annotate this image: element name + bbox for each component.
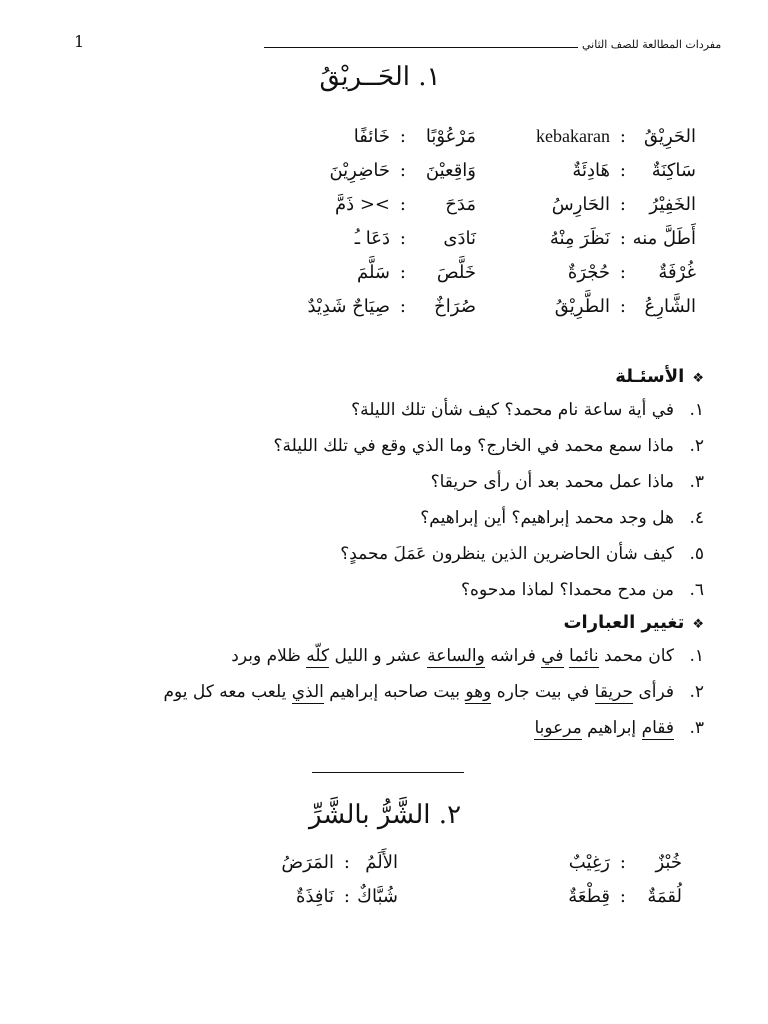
vocab-meaning: رَغِيْبٌ [568,852,610,873]
diamond-bullet-icon: ❖ [692,371,704,386]
vocab-row [0,160,768,194]
vocab-colon: : [399,126,406,147]
item-number: ٢. [689,682,704,702]
vocab-meaning: حَاضِرِيْنَ [329,160,390,181]
changes-heading [563,612,704,633]
vocab-meaning: نَافِذَةٌ [296,886,334,907]
vocab-row [0,296,768,330]
diamond-bullet-icon: ❖ [692,617,704,632]
underlined-word: كلّه [306,646,330,666]
list-item [100,508,704,544]
vocab-meaning: المَرَضُ [281,852,334,873]
vocab-colon: : [619,194,626,215]
vocab-meaning: نَظَرَ مِنْهُ [549,228,610,249]
vocab-colon: : [399,296,406,317]
vocab-colon: : [343,886,350,907]
question-text: ماذا عمل محمد بعد أن رأى حريقا؟ [430,472,674,492]
vocab-word: الشَّارِعُ [644,296,696,317]
question-text: في أية ساعة نام محمد؟ كيف شأن تلك الليلة؟ [351,400,674,420]
vocab-colon: : [619,160,626,181]
vocab-row [0,886,768,920]
vocab-meaning: دَعَا ـُ [354,228,390,249]
item-number: ١. [689,646,704,666]
underlined-word: وهو [465,682,492,702]
vocab-colon: : [343,852,350,873]
vocab-word: شُبَّاكٌ [357,886,398,907]
vocab-word: خَلَّصَ [436,262,476,283]
question-text: هل وجد محمد إبراهيم؟ أين إبراهيم؟ [420,508,674,528]
section-divider [312,772,464,773]
text-part: عشر و الليل [329,646,428,666]
sentence-text [231,646,674,666]
question-text: كيف شأن الحاضرين الذين ينظرون عَمَلَ محمدٍ؟ [340,544,674,564]
vocab-meaning: الحَارِسُ [551,194,610,215]
question-text: من مدح محمدا؟ لماذا مدحوه؟ [461,580,674,600]
text-part: فراشه [484,646,542,666]
list-item [100,436,704,472]
vocab-word: أَطَلَّ منه [632,228,696,249]
vocab-meaning: kebakaran [536,126,610,146]
text-part: في بيت جاره [491,682,595,702]
lesson-1-title: ١. الحَــريْقُ [319,62,441,92]
vocab-colon: : [619,228,626,249]
lesson-1-vocabulary [0,126,768,330]
item-number: ٦. [689,580,704,600]
vocab-colon: : [399,262,406,283]
vocab-meaning: الطَّرِيْقُ [554,296,610,317]
vocab-word: الخَفِيْرُ [649,194,696,215]
text-part: إبراهيم [581,718,642,738]
list-item [100,472,704,508]
vocab-colon: : [619,886,626,907]
sentence-text [534,718,674,738]
vocab-word: مَرْعُوْبًا [425,126,476,147]
vocab-meaning: سَلَّمَ [356,262,390,283]
vocab-row [0,852,768,886]
item-number: ٤. [689,508,704,528]
underlined-word: فقام [641,718,674,738]
vocab-colon: : [619,126,626,147]
header-rule [264,47,578,48]
vocab-meaning: خَائفًا [353,126,390,147]
vocab-meaning: قِطْعَةٌ [568,886,610,907]
item-number: ٥. [689,544,704,564]
vocab-word: خُبْزٌ [655,852,682,873]
questions-list [100,400,704,616]
header-title: مفردات المطالعة للصف الثاني [582,38,722,51]
vocab-colon: : [619,852,626,873]
lesson-2-vocabulary [0,852,768,920]
page-number: 1 [74,32,85,51]
questions-heading [615,366,704,387]
text-part: فرأى [633,682,674,702]
list-item [100,682,704,718]
vocab-meaning: هَادِئَةٌ [572,160,610,181]
vocab-row [0,228,768,262]
vocab-colon: : [399,160,406,181]
question-text: ماذا سمع محمد في الخارج؟ وما الذي وقع في تلك الليلة؟ [273,436,674,456]
vocab-word: الحَرِيْقُ [643,126,696,147]
item-number: ٣. [689,472,704,492]
list-item [100,580,704,616]
underlined-word: نائما [568,646,599,666]
vocab-word: سَاكِنَةٌ [651,160,696,181]
item-number: ٢. [689,436,704,456]
underlined-word: في [541,646,564,666]
text-part: بيت صاحبه إبراهيم [323,682,466,702]
list-item [100,718,704,754]
vocab-colon: : [399,228,406,249]
text-part: كان محمد [598,646,674,666]
underlined-word: والساعة [427,646,485,666]
lesson-2-title: ٢. الشَّرُّ بالشَّرِّ [308,800,462,830]
list-item [100,646,704,682]
vocab-row [0,194,768,228]
vocab-colon: : [399,194,406,215]
sentence-text [163,682,674,702]
text-part: يلعب معه كل يوم [163,682,292,702]
vocab-row [0,262,768,296]
vocab-meaning: حُجْرَةٌ [567,262,610,283]
list-item [100,544,704,580]
text-part: ظلام وبرد [231,646,307,666]
item-number: ٣. [689,718,704,738]
vocab-word: لُقمَةٌ [647,886,682,907]
sentence-changes-list [100,646,704,754]
vocab-colon: : [619,296,626,317]
vocab-meaning: >< ذَمَّ [334,194,390,215]
underlined-word: الذي [291,682,324,702]
vocab-meaning: صِيَاحٌ شَدِيْدٌ [307,296,390,317]
vocab-word: وَاقِعيْنَ [425,160,476,181]
list-item [100,400,704,436]
vocab-row [0,126,768,160]
item-number: ١. [689,400,704,420]
vocab-word: صُرَاخٌ [434,296,476,317]
vocab-word: غُرْفَةٌ [658,262,696,283]
vocab-word: مَدَحَ [445,194,476,215]
underlined-word: مرعوبا [534,718,582,738]
questions-heading-label: الأسئـلة [615,366,685,387]
vocab-word: الأَلَمُ [365,852,398,873]
vocab-word: نَادَى [443,228,476,249]
underlined-word: حريقا [594,682,634,702]
vocab-colon: : [619,262,626,283]
changes-heading-label: تغيير العبارات [563,612,685,633]
